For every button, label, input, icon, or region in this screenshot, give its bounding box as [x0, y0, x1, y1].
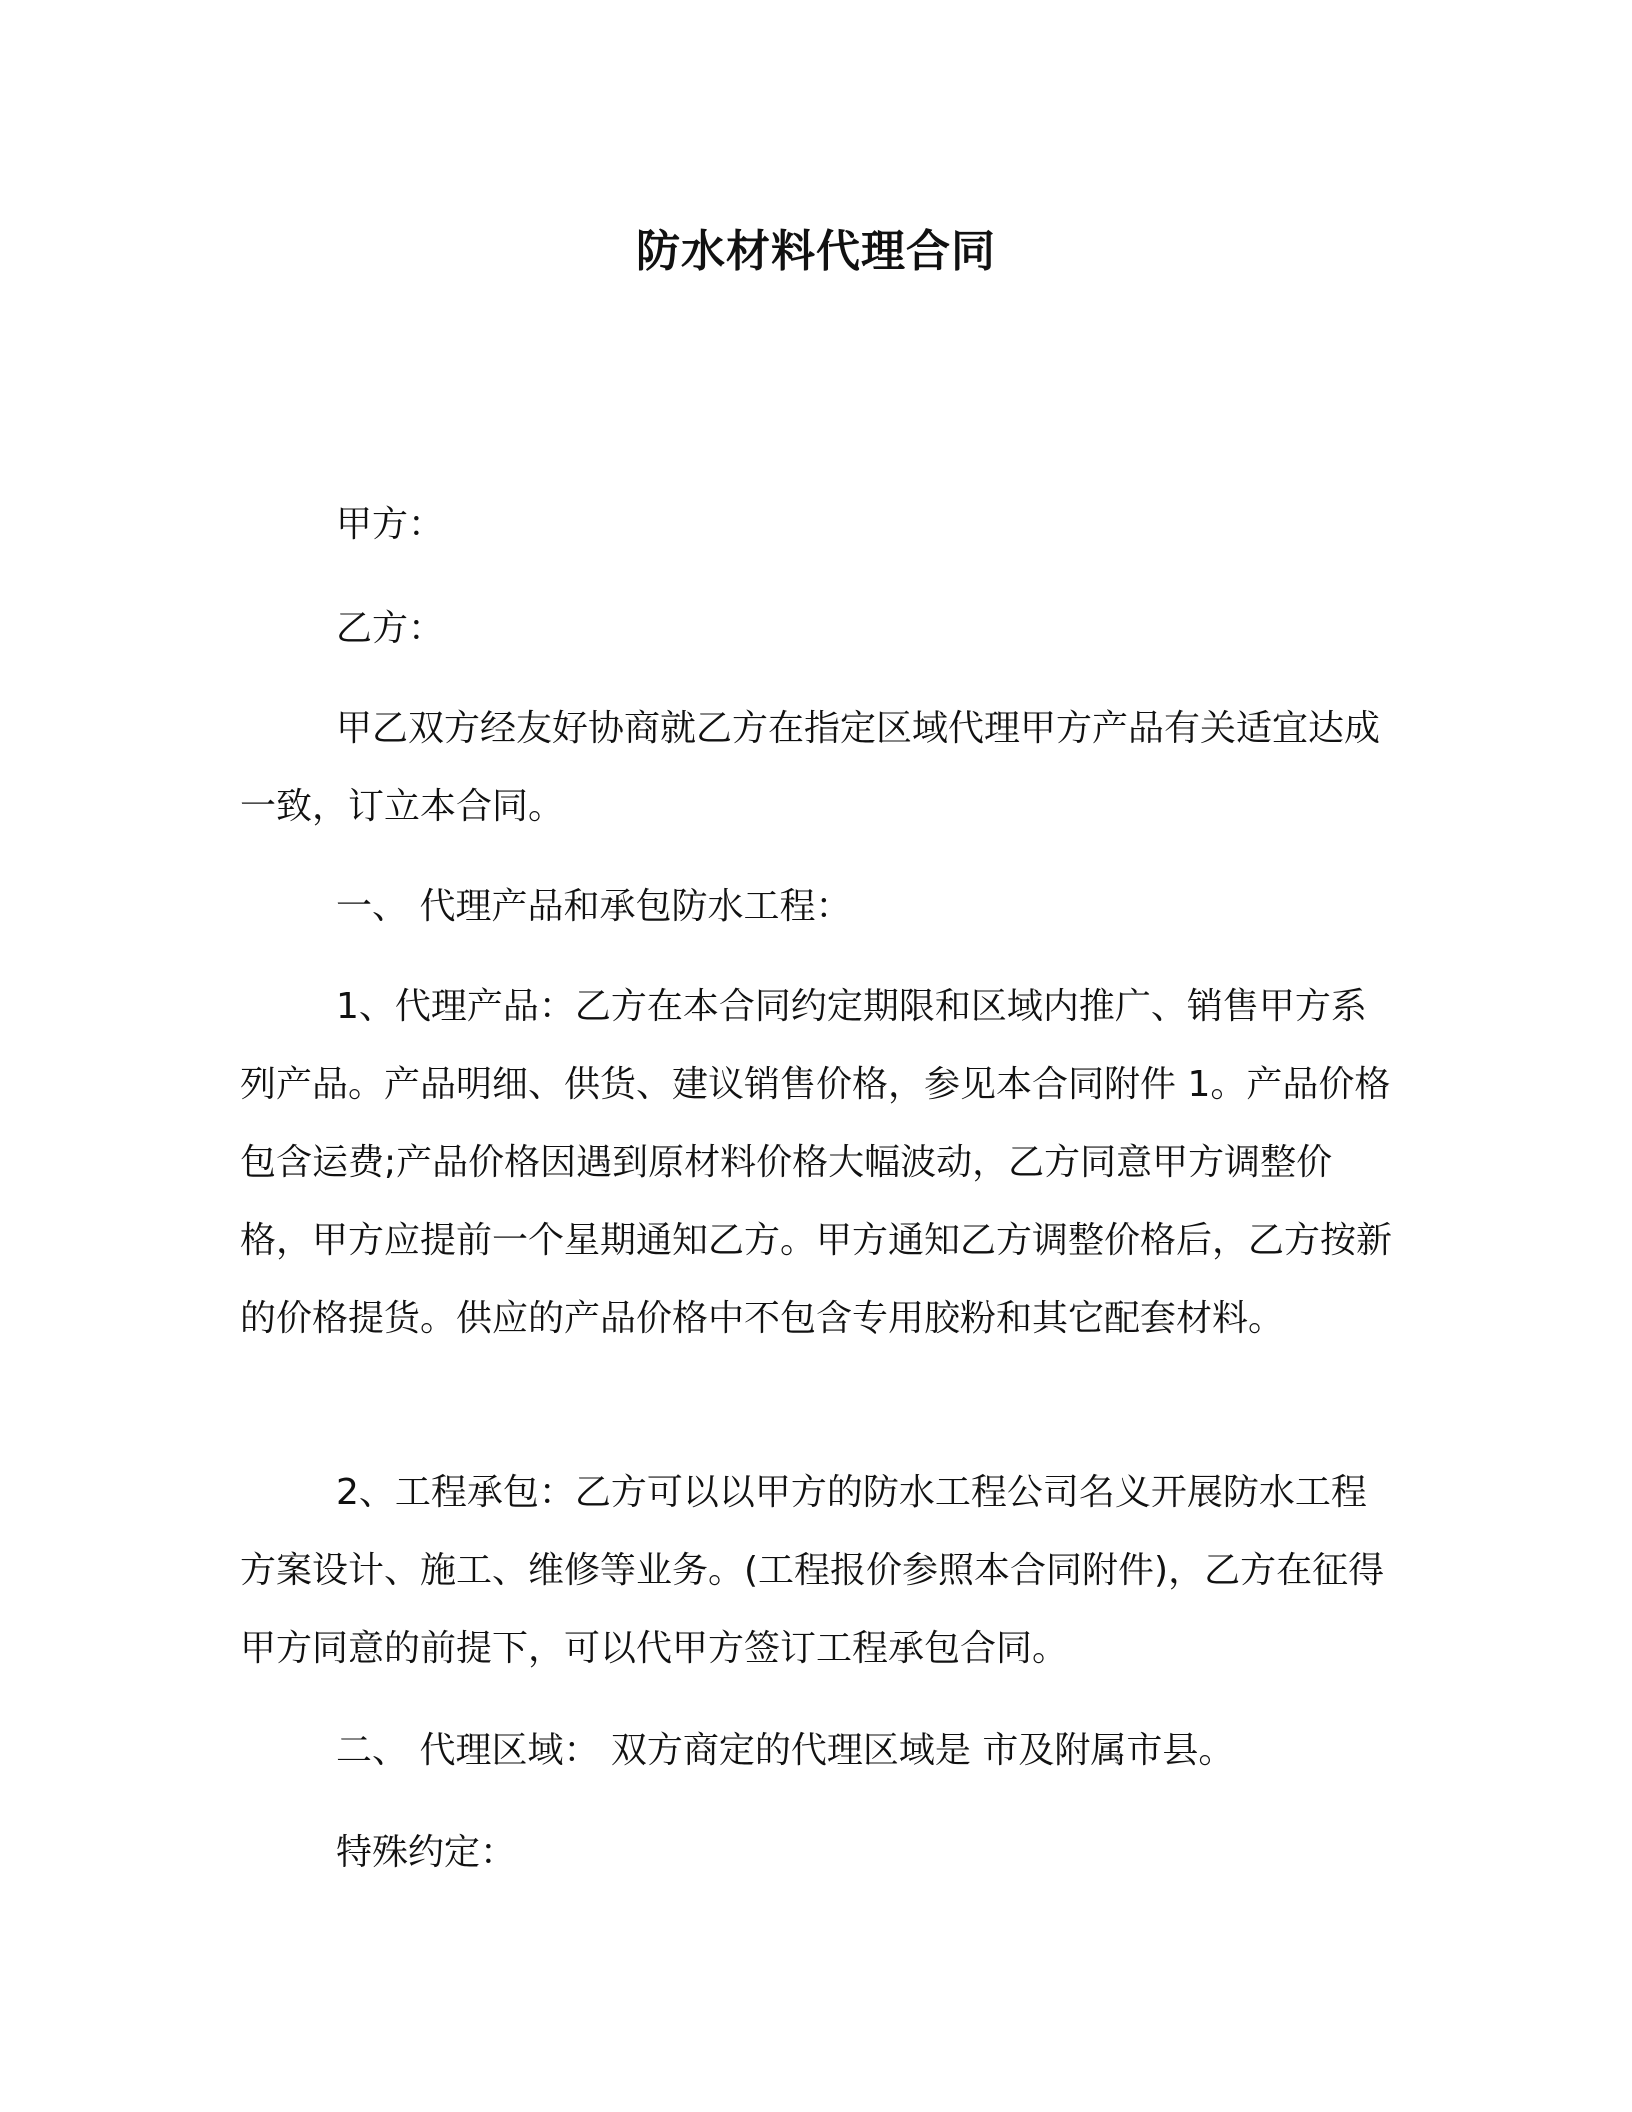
special-terms-heading: 特殊约定：: [336, 1832, 517, 1873]
clause-1-2-paragraph: 2、工程承包：乙方可以以甲方的防水工程公司名义开展防水工程方案设计、施工、维修等业务。(工程报价参照本合同附件)，乙方在征得甲方同意的前提下，可以代甲方签订工程承包合同。: [240, 1472, 1385, 1669]
section-1-heading: 一、 代理产品和承包防水工程：: [336, 886, 852, 927]
preamble-paragraph: 甲乙双方经友好协商就乙方在指定区域代理甲方产品有关适宜达成一致，订立本合同。: [240, 708, 1381, 827]
section-2-paragraph: 二、 代理区域： 双方商定的代理区域是 市及附属市县。: [336, 1730, 1235, 1771]
clause-1-1-paragraph: 1、代理产品：乙方在本合同约定期限和区域内推广、销售甲方系列产品。产品明细、供货、建议销售价格，参见本合同附件 1。产品价格包含运费;产品价格因遇到原材料价格大幅波动，乙方同意甲方调整价格，甲方应提前一个星期通知乙方。甲方通知乙方调整价格后，乙方按新的价格提货。供应的产品价格中不包含专用胶粉和其它配套材料。: [240, 986, 1393, 1339]
document-title: 防水材料代理合同: [636, 226, 996, 277]
party-b-line: 乙方：: [336, 608, 445, 649]
party-a-line: 甲方：: [336, 504, 445, 545]
